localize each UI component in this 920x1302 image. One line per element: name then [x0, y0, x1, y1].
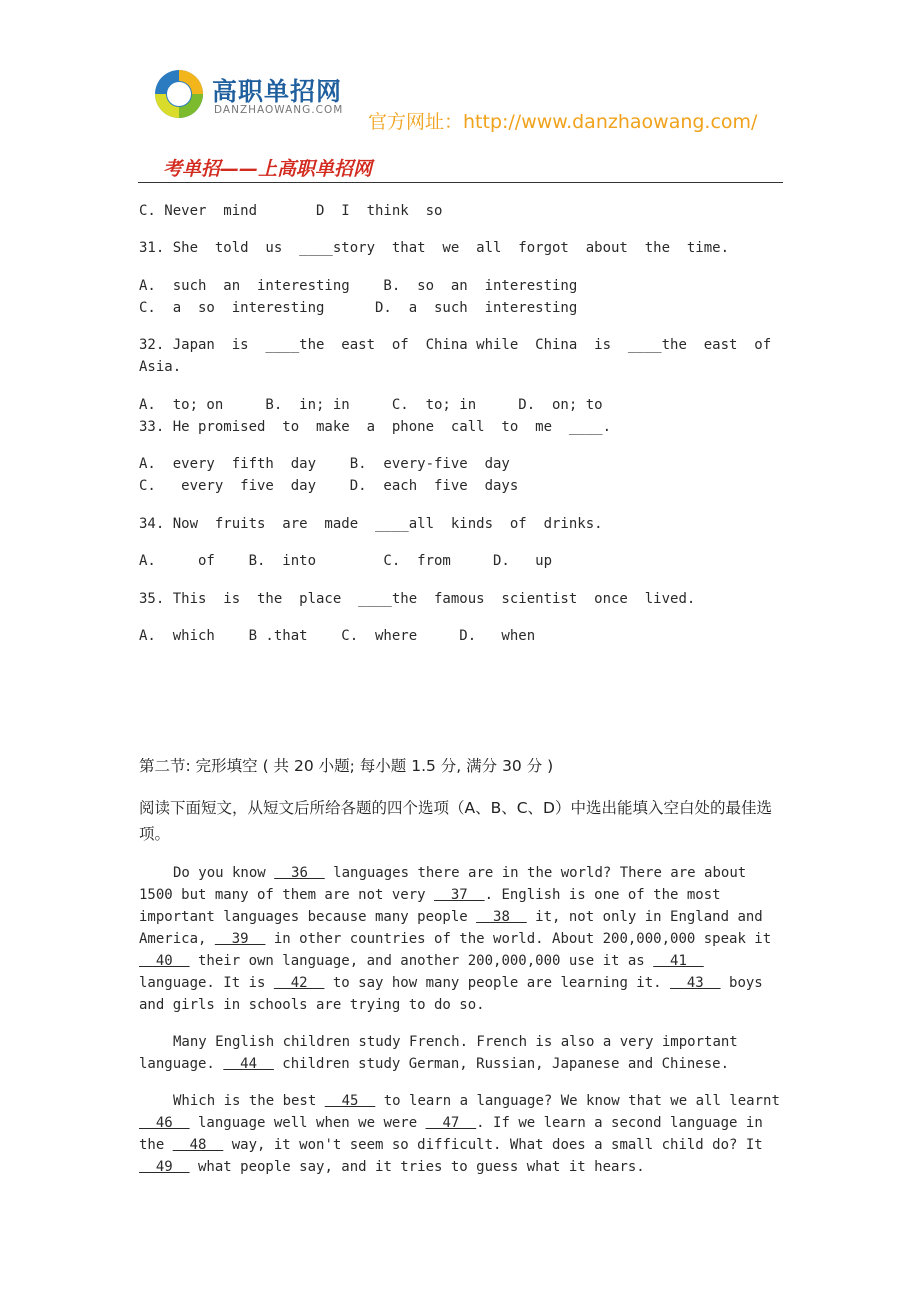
q30-options: C. Never mind D I think so — [139, 203, 443, 219]
passage-paragraph-3: Which is the best 45 to learn a language? We know that we all learnt 46 language well when we were 47 . If we learn a second language in the 48 way, it won't seem so difficult. What does a small child do? It 49 what people say, and it tries to guess what it hears. — [139, 1093, 780, 1175]
q34-options: A. of B. into C. from D. up — [139, 553, 553, 569]
blank-37: 37 — [434, 887, 485, 903]
header-divider — [138, 182, 783, 183]
blank-42: 42 — [273, 975, 325, 991]
q35-stem: 35. This is the place ____the famous scientist once lived. — [139, 591, 696, 607]
passage-paragraph-1: Do you know 36 languages there are in the world? There are about 1500 but many of them are not very 37 . English is one of the most important languages because many people 38 it, not only in England and America, 39 in other countries of the world. About 200,000,000 speak it 40 their own language, and another 200,000,000 use it as 41 language. It is 42 to say how many people are learning it. 43 boys and girls in schools are trying to do so. — [139, 865, 772, 1013]
blank-40: 40 — [139, 953, 190, 969]
q31-options-2: C. a so interesting D. a such interesting — [139, 300, 578, 316]
q31-options-1: A. such an interesting B. so an interesting — [139, 278, 578, 294]
q33-stem: 33. He promised to make a phone call to me ____. — [139, 419, 612, 435]
blank-43: 43 — [670, 975, 721, 991]
blank-38: 38 — [476, 909, 527, 925]
q33-options-1: A. every fifth day B. every-five day — [139, 456, 510, 472]
section-title: 第二节: 完形填空 ( 共 20 小题; 每小题 1.5 分, 满分 30 分 ) — [139, 757, 554, 775]
q32-stem-line2: Asia. — [139, 359, 182, 375]
section-instruction: 阅读下面短文，从短文后所给各题的四个选项（A、B、C、D）中选出能填入空白处的最佳选项。 — [139, 799, 772, 843]
brand-domain: DANZHAOWANG.COM — [214, 104, 344, 116]
blank-44: 44 — [223, 1056, 274, 1072]
q32-options: A. to; on B. in; in C. to; in D. on; to — [139, 397, 603, 413]
logo-icon — [152, 68, 206, 120]
blank-39: 39 — [214, 931, 266, 947]
blank-49: 49 — [139, 1159, 190, 1175]
q32-stem-line1: 32. Japan is ____the east of China while China is ____the east of — [139, 337, 772, 353]
blank-48: 48 — [172, 1137, 224, 1153]
blank-41: 41 — [653, 953, 704, 969]
cloze-passage — [139, 862, 784, 1178]
blank-47: 47 — [425, 1115, 477, 1131]
site-url-link[interactable]: 官方网址：http://www.danzhaowang.com/ — [368, 111, 758, 133]
q35-options: A. which B .that C. where D. when — [139, 628, 536, 644]
brand-name: 高职单招网 — [212, 77, 343, 106]
q34-stem: 34. Now fruits are made ____all kinds of drinks. — [139, 516, 603, 532]
blank-36: 36 — [274, 865, 325, 881]
blank-45: 45 — [324, 1093, 376, 1109]
passage-paragraph-2: Many English children study French. French is also a very important language. 44 children study German, Russian, Japanese and Chinese. — [139, 1034, 738, 1072]
slogan: 考单招——上高职单招网 — [163, 158, 373, 180]
q33-options-2: C. every five day D. each five days — [139, 478, 519, 494]
blank-46: 46 — [139, 1115, 190, 1131]
q31-stem: 31. She told us ____story that we all forgot about the time. — [139, 240, 730, 256]
